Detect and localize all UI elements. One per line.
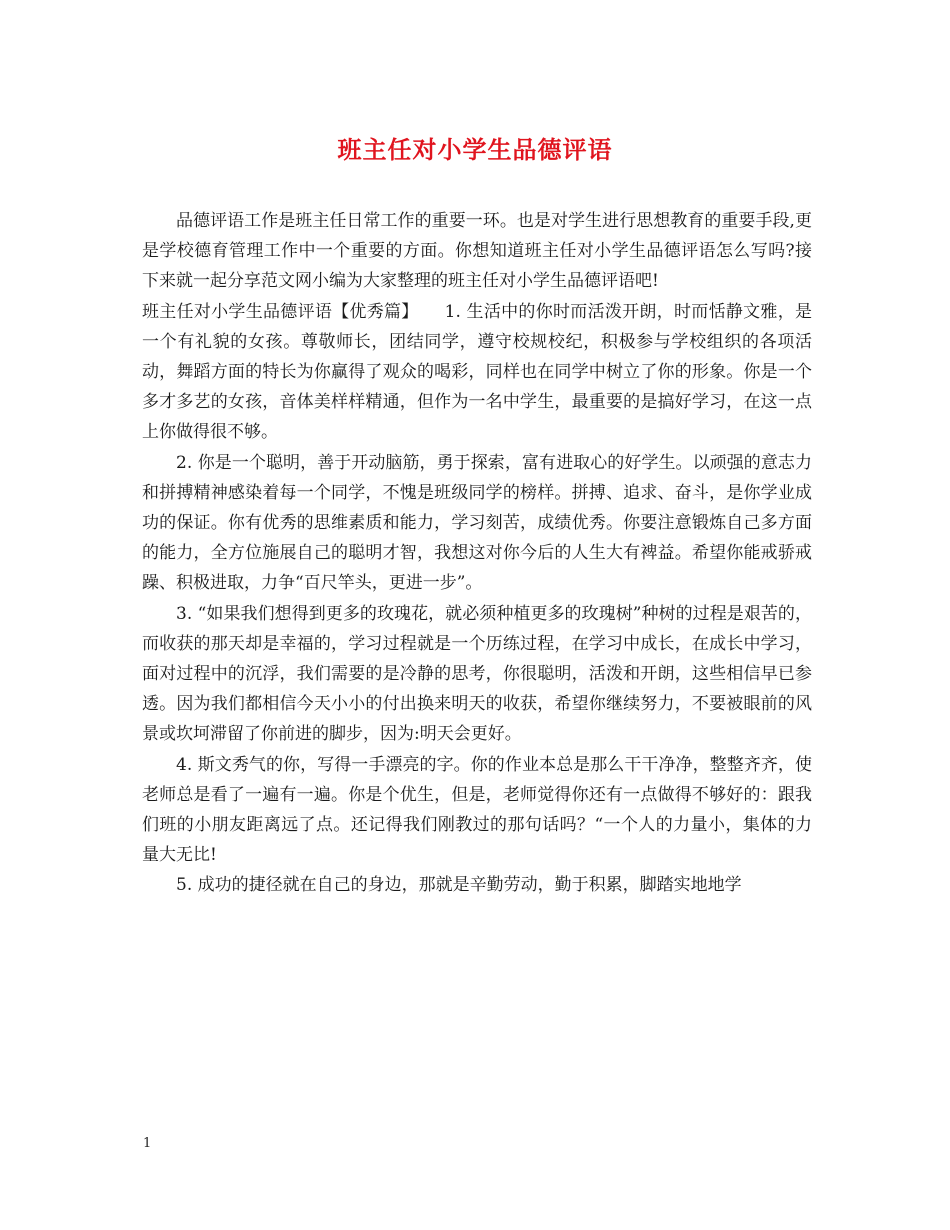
comment-paragraph-5: 5. 成功的捷径就在自己的身边，那就是辛勤劳动，勤于积累，脚踏实地地学 xyxy=(176,875,742,896)
comment-paragraph-4: 4. 斯文秀气的你，写得一手漂亮的字。你的作业本总是那么干干净净，整整齐齐，使老师总是看了一遍有一遍。你是个优生，但是，老师觉得你还有一点做得不够好的：跟我们班的小朋友距离远了点。还记得我们刚教过的那句话吗？“一个人的力量小，集体的力量大无比! xyxy=(142,754,812,866)
document-title: 班主任对小学生品德评语 xyxy=(337,135,613,164)
comment-paragraph-2: 2. 你是一个聪明，善于开动脑筋，勇于探索，富有进取心的好学生。以顽强的意志力和拼搏精神感染着每一个同学，不愧是班级同学的榜样。拼搏、追求、奋斗，是你学业成功的保证。你有优秀的思维素质和能力，学习刻苦，成绩优秀。你要注意锻炼自己多方面的能力，全方位施展自己的聪明才智，我想这对你今后的人生大有裨益。希望你能戒骄戒躁、积极进取，力争“百尺竿头，更进一步”。 xyxy=(142,452,812,594)
document-body xyxy=(142,206,812,901)
section-heading-paragraph: 班主任对小学生品德评语【优秀篇】 1. 生活中的你时而活泼开朗，时而恬静文雅，是一个有礼貌的女孩。尊敬师长，团结同学，遵守校规校纪，积极参与学校组织的各项活动，舞蹈方面的特长为你赢得了观众的喝彩，同样也在同学中树立了你的形象。你是一个多才多艺的女孩，音体美样样精通，但作为一名中学生，最重要的是搞好学习，在这一点上你做得很不够。 xyxy=(142,301,812,443)
page-number: 1 xyxy=(143,1136,152,1151)
comment-paragraph-3: 3. “如果我们想得到更多的玫瑰花，就必须种植更多的玫瑰树”种树的过程是艰苦的，而收获的那天却是幸福的，学习过程就是一个历练过程，在学习中成长，在成长中学习，面对过程中的沉浮，我们需要的是冷静的思考，你很聪明，活泼和开朗，这些相信早已参透。因为我们都相信今天小小的付出换来明天的收获，希望你继续努力，不要被眼前的风景或坎坷滞留了你前进的脚步，因为:明天会更好。 xyxy=(142,603,812,745)
intro-paragraph: 品德评语工作是班主任日常工作的重要一环。也是对学生进行思想教育的重要手段,更是学校德育管理工作中一个重要的方面。你想知道班主任对小学生品德评语怎么写吗?接下来就一起分享范文网小编为大家整理的班主任对小学生品德评语吧! xyxy=(142,211,812,292)
